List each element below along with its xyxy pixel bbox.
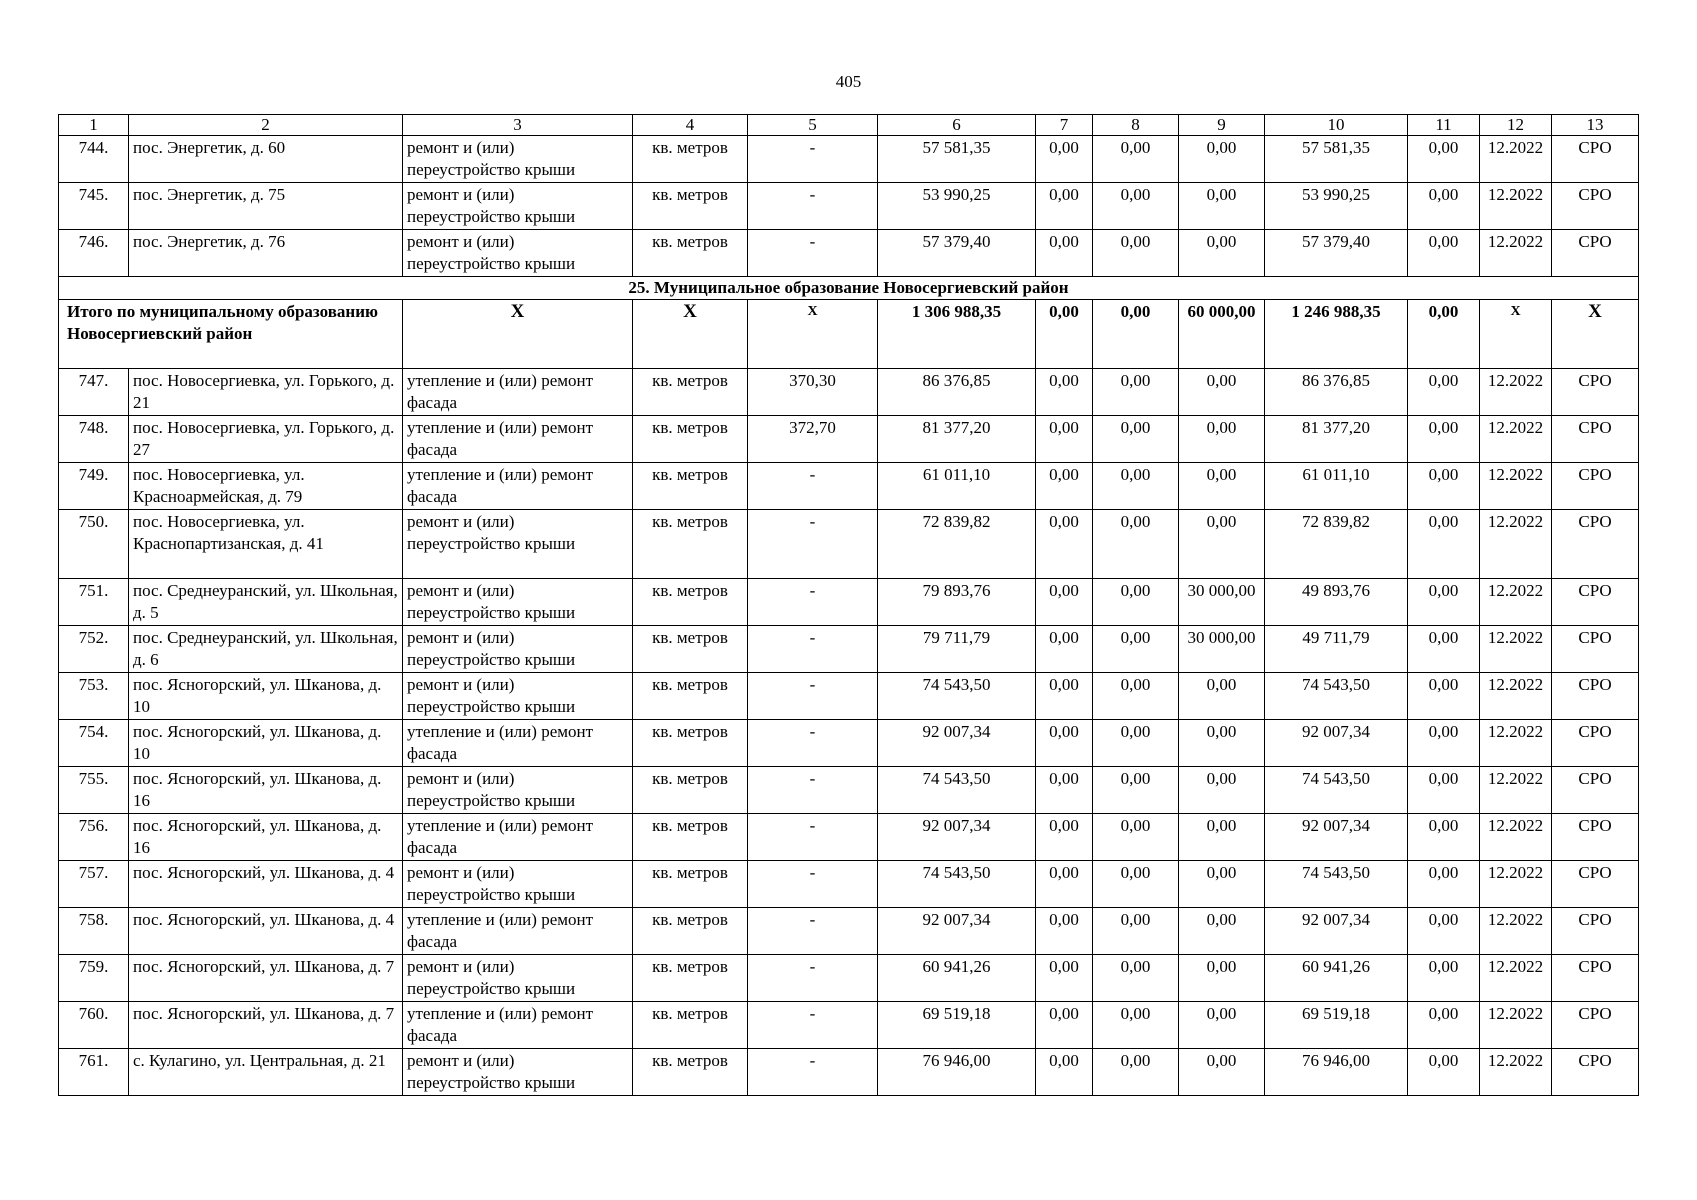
- area-cell: -: [748, 463, 878, 510]
- work-type-cell: ремонт и (или) переустройство крыши: [403, 579, 633, 626]
- total-label: Итого по муниципальному образованию Новосергиевский район: [59, 300, 403, 369]
- row-number: 745.: [59, 183, 129, 230]
- row-number: 757.: [59, 861, 129, 908]
- other-funds-cell: 0,00: [1408, 955, 1480, 1002]
- unit-cell: кв. метров: [633, 673, 748, 720]
- executor-cell: СРО: [1552, 673, 1639, 720]
- municipal-funds-cell: 0,00: [1179, 463, 1265, 510]
- federal-funds-cell: 0,00: [1036, 300, 1093, 369]
- row-number: 758.: [59, 908, 129, 955]
- row-number: 750.: [59, 510, 129, 579]
- address-cell: пос. Ясногорский, ул. Шканова, д. 7: [129, 955, 403, 1002]
- executor-cell: СРО: [1552, 510, 1639, 579]
- federal-funds-cell: 0,00: [1036, 1002, 1093, 1049]
- column-header: 8: [1093, 115, 1179, 136]
- owner-funds-cell: 72 839,82: [1265, 510, 1408, 579]
- regional-funds-cell: 0,00: [1093, 183, 1179, 230]
- completion-date-cell: 12.2022: [1480, 814, 1552, 861]
- area-cell: -: [748, 955, 878, 1002]
- other-funds-cell: 0,00: [1408, 814, 1480, 861]
- municipal-funds-cell: 0,00: [1179, 1002, 1265, 1049]
- area-cell: -: [748, 720, 878, 767]
- municipal-funds-cell: 60 000,00: [1179, 300, 1265, 369]
- total-cost-cell: 79 711,79: [878, 626, 1036, 673]
- municipal-funds-cell: 0,00: [1179, 861, 1265, 908]
- other-funds-cell: 0,00: [1408, 1049, 1480, 1096]
- column-header: 7: [1036, 115, 1093, 136]
- other-funds-cell: 0,00: [1408, 136, 1480, 183]
- table-row: [59, 183, 1639, 230]
- executor-cell: СРО: [1552, 369, 1639, 416]
- owner-funds-cell: 74 543,50: [1265, 673, 1408, 720]
- unit-cell: кв. метров: [633, 908, 748, 955]
- area-cell: -: [748, 814, 878, 861]
- federal-funds-cell: 0,00: [1036, 183, 1093, 230]
- owner-funds-cell: 92 007,34: [1265, 720, 1408, 767]
- capital-repair-table: [58, 114, 1639, 1096]
- address-cell: пос. Ясногорский, ул. Шканова, д. 4: [129, 861, 403, 908]
- not-applicable-mark: Х: [633, 300, 748, 369]
- table-row: [59, 510, 1639, 579]
- owner-funds-cell: 49 711,79: [1265, 626, 1408, 673]
- address-cell: пос. Среднеуранский, ул. Школьная, д. 5: [129, 579, 403, 626]
- unit-cell: кв. метров: [633, 767, 748, 814]
- municipal-funds-cell: 0,00: [1179, 510, 1265, 579]
- federal-funds-cell: 0,00: [1036, 908, 1093, 955]
- column-header: 3: [403, 115, 633, 136]
- area-cell: -: [748, 626, 878, 673]
- regional-funds-cell: 0,00: [1093, 814, 1179, 861]
- executor-cell: СРО: [1552, 908, 1639, 955]
- other-funds-cell: 0,00: [1408, 300, 1480, 369]
- completion-date-cell: 12.2022: [1480, 861, 1552, 908]
- federal-funds-cell: 0,00: [1036, 626, 1093, 673]
- unit-cell: кв. метров: [633, 136, 748, 183]
- total-cost-cell: 72 839,82: [878, 510, 1036, 579]
- area-cell: 372,70: [748, 416, 878, 463]
- regional-funds-cell: 0,00: [1093, 369, 1179, 416]
- row-number: 746.: [59, 230, 129, 277]
- owner-funds-cell: 92 007,34: [1265, 814, 1408, 861]
- completion-date-cell: 12.2022: [1480, 369, 1552, 416]
- other-funds-cell: 0,00: [1408, 767, 1480, 814]
- column-header: 9: [1179, 115, 1265, 136]
- municipal-funds-cell: 0,00: [1179, 369, 1265, 416]
- municipal-funds-cell: 0,00: [1179, 720, 1265, 767]
- address-cell: пос. Ясногорский, ул. Шканова, д. 7: [129, 1002, 403, 1049]
- address-cell: пос. Новосергиевка, ул. Горького, д. 27: [129, 416, 403, 463]
- total-cost-cell: 86 376,85: [878, 369, 1036, 416]
- completion-date-cell: 12.2022: [1480, 579, 1552, 626]
- area-cell: -: [748, 183, 878, 230]
- owner-funds-cell: 49 893,76: [1265, 579, 1408, 626]
- owner-funds-cell: 53 990,25: [1265, 183, 1408, 230]
- federal-funds-cell: 0,00: [1036, 463, 1093, 510]
- unit-cell: кв. метров: [633, 510, 748, 579]
- area-cell: -: [748, 579, 878, 626]
- other-funds-cell: 0,00: [1408, 720, 1480, 767]
- address-cell: пос. Новосергиевка, ул. Горького, д. 21: [129, 369, 403, 416]
- row-number: 761.: [59, 1049, 129, 1096]
- federal-funds-cell: 0,00: [1036, 230, 1093, 277]
- work-type-cell: ремонт и (или) переустройство крыши: [403, 183, 633, 230]
- not-applicable-mark: Х: [748, 300, 878, 369]
- municipal-funds-cell: 30 000,00: [1179, 626, 1265, 673]
- column-header: 1: [59, 115, 129, 136]
- table-row: [59, 1002, 1639, 1049]
- unit-cell: кв. метров: [633, 955, 748, 1002]
- table-row: [59, 1049, 1639, 1096]
- completion-date-cell: 12.2022: [1480, 416, 1552, 463]
- column-header: 12: [1480, 115, 1552, 136]
- owner-funds-cell: 57 581,35: [1265, 136, 1408, 183]
- table-row: [59, 463, 1639, 510]
- owner-funds-cell: 57 379,40: [1265, 230, 1408, 277]
- row-number: 754.: [59, 720, 129, 767]
- federal-funds-cell: 0,00: [1036, 136, 1093, 183]
- completion-date-cell: 12.2022: [1480, 908, 1552, 955]
- total-cost-cell: 69 519,18: [878, 1002, 1036, 1049]
- owner-funds-cell: 76 946,00: [1265, 1049, 1408, 1096]
- completion-date-cell: 12.2022: [1480, 673, 1552, 720]
- federal-funds-cell: 0,00: [1036, 369, 1093, 416]
- federal-funds-cell: 0,00: [1036, 416, 1093, 463]
- unit-cell: кв. метров: [633, 369, 748, 416]
- total-cost-cell: 76 946,00: [878, 1049, 1036, 1096]
- table-row: [59, 136, 1639, 183]
- area-cell: -: [748, 230, 878, 277]
- regional-funds-cell: 0,00: [1093, 861, 1179, 908]
- executor-cell: СРО: [1552, 230, 1639, 277]
- unit-cell: кв. метров: [633, 1002, 748, 1049]
- executor-cell: СРО: [1552, 136, 1639, 183]
- row-number: 749.: [59, 463, 129, 510]
- regional-funds-cell: 0,00: [1093, 510, 1179, 579]
- table-row: [59, 673, 1639, 720]
- total-cost-cell: 60 941,26: [878, 955, 1036, 1002]
- address-cell: пос. Ясногорский, ул. Шканова, д. 4: [129, 908, 403, 955]
- work-type-cell: утепление и (или) ремонт фасада: [403, 416, 633, 463]
- total-cost-cell: 74 543,50: [878, 861, 1036, 908]
- executor-cell: СРО: [1552, 183, 1639, 230]
- unit-cell: кв. метров: [633, 861, 748, 908]
- row-number: 753.: [59, 673, 129, 720]
- unit-cell: кв. метров: [633, 814, 748, 861]
- other-funds-cell: 0,00: [1408, 510, 1480, 579]
- area-cell: -: [748, 1049, 878, 1096]
- owner-funds-cell: 69 519,18: [1265, 1002, 1408, 1049]
- municipal-funds-cell: 30 000,00: [1179, 579, 1265, 626]
- executor-cell: СРО: [1552, 1002, 1639, 1049]
- owner-funds-cell: 60 941,26: [1265, 955, 1408, 1002]
- address-cell: с. Кулагино, ул. Центральная, д. 21: [129, 1049, 403, 1096]
- work-type-cell: утепление и (или) ремонт фасада: [403, 463, 633, 510]
- completion-date-cell: 12.2022: [1480, 626, 1552, 673]
- regional-funds-cell: 0,00: [1093, 463, 1179, 510]
- regional-funds-cell: 0,00: [1093, 300, 1179, 369]
- address-cell: пос. Ясногорский, ул. Шканова, д. 16: [129, 814, 403, 861]
- completion-date-cell: 12.2022: [1480, 1049, 1552, 1096]
- section-title-row: [59, 277, 1639, 300]
- other-funds-cell: 0,00: [1408, 230, 1480, 277]
- unit-cell: кв. метров: [633, 720, 748, 767]
- owner-funds-cell: 74 543,50: [1265, 861, 1408, 908]
- row-number: 756.: [59, 814, 129, 861]
- address-cell: пос. Энергетик, д. 60: [129, 136, 403, 183]
- not-applicable-mark: Х: [403, 300, 633, 369]
- column-header: 2: [129, 115, 403, 136]
- area-cell: -: [748, 673, 878, 720]
- total-cost-cell: 53 990,25: [878, 183, 1036, 230]
- regional-funds-cell: 0,00: [1093, 908, 1179, 955]
- work-type-cell: ремонт и (или) переустройство крыши: [403, 626, 633, 673]
- area-cell: -: [748, 510, 878, 579]
- completion-date-cell: 12.2022: [1480, 183, 1552, 230]
- federal-funds-cell: 0,00: [1036, 861, 1093, 908]
- total-cost-cell: 57 379,40: [878, 230, 1036, 277]
- total-cost-cell: 57 581,35: [878, 136, 1036, 183]
- regional-funds-cell: 0,00: [1093, 767, 1179, 814]
- area-cell: -: [748, 1002, 878, 1049]
- federal-funds-cell: 0,00: [1036, 579, 1093, 626]
- row-number: 752.: [59, 626, 129, 673]
- work-type-cell: утепление и (или) ремонт фасада: [403, 814, 633, 861]
- table-row: [59, 814, 1639, 861]
- federal-funds-cell: 0,00: [1036, 720, 1093, 767]
- unit-cell: кв. метров: [633, 579, 748, 626]
- owner-funds-cell: 61 011,10: [1265, 463, 1408, 510]
- total-cost-cell: 92 007,34: [878, 908, 1036, 955]
- work-type-cell: утепление и (или) ремонт фасада: [403, 908, 633, 955]
- address-cell: пос. Среднеуранский, ул. Школьная, д. 6: [129, 626, 403, 673]
- work-type-cell: ремонт и (или) переустройство крыши: [403, 510, 633, 579]
- federal-funds-cell: 0,00: [1036, 510, 1093, 579]
- federal-funds-cell: 0,00: [1036, 767, 1093, 814]
- address-cell: пос. Энергетик, д. 76: [129, 230, 403, 277]
- completion-date-cell: 12.2022: [1480, 510, 1552, 579]
- completion-date-cell: 12.2022: [1480, 955, 1552, 1002]
- owner-funds-cell: 81 377,20: [1265, 416, 1408, 463]
- table-row: [59, 908, 1639, 955]
- regional-funds-cell: 0,00: [1093, 626, 1179, 673]
- row-number: 748.: [59, 416, 129, 463]
- work-type-cell: утепление и (или) ремонт фасада: [403, 1002, 633, 1049]
- total-row: [59, 300, 1639, 369]
- area-cell: -: [748, 908, 878, 955]
- unit-cell: кв. метров: [633, 463, 748, 510]
- other-funds-cell: 0,00: [1408, 369, 1480, 416]
- total-cost-cell: 81 377,20: [878, 416, 1036, 463]
- column-header: 10: [1265, 115, 1408, 136]
- area-cell: -: [748, 861, 878, 908]
- work-type-cell: утепление и (или) ремонт фасада: [403, 369, 633, 416]
- address-cell: пос. Ясногорский, ул. Шканова, д. 16: [129, 767, 403, 814]
- regional-funds-cell: 0,00: [1093, 720, 1179, 767]
- not-applicable-mark: Х: [1552, 300, 1639, 369]
- address-cell: пос. Новосергиевка, ул. Краснопартизанская, д. 41: [129, 510, 403, 579]
- regional-funds-cell: 0,00: [1093, 230, 1179, 277]
- regional-funds-cell: 0,00: [1093, 136, 1179, 183]
- total-cost-cell: 1 306 988,35: [878, 300, 1036, 369]
- municipal-funds-cell: 0,00: [1179, 183, 1265, 230]
- completion-date-cell: 12.2022: [1480, 767, 1552, 814]
- table-row: [59, 767, 1639, 814]
- other-funds-cell: 0,00: [1408, 861, 1480, 908]
- address-cell: пос. Ясногорский, ул. Шканова, д. 10: [129, 720, 403, 767]
- area-cell: 370,30: [748, 369, 878, 416]
- row-number: 759.: [59, 955, 129, 1002]
- regional-funds-cell: 0,00: [1093, 673, 1179, 720]
- municipal-funds-cell: 0,00: [1179, 767, 1265, 814]
- other-funds-cell: 0,00: [1408, 463, 1480, 510]
- area-cell: -: [748, 767, 878, 814]
- page-number: 405: [835, 72, 862, 91]
- executor-cell: СРО: [1552, 861, 1639, 908]
- address-cell: пос. Ясногорский, ул. Шканова, д. 10: [129, 673, 403, 720]
- other-funds-cell: 0,00: [1408, 1002, 1480, 1049]
- owner-funds-cell: 1 246 988,35: [1265, 300, 1408, 369]
- completion-date-cell: 12.2022: [1480, 720, 1552, 767]
- total-cost-cell: 74 543,50: [878, 767, 1036, 814]
- municipal-funds-cell: 0,00: [1179, 230, 1265, 277]
- unit-cell: кв. метров: [633, 416, 748, 463]
- work-type-cell: ремонт и (или) переустройство крыши: [403, 861, 633, 908]
- total-cost-cell: 92 007,34: [878, 814, 1036, 861]
- work-type-cell: ремонт и (или) переустройство крыши: [403, 1049, 633, 1096]
- federal-funds-cell: 0,00: [1036, 955, 1093, 1002]
- work-type-cell: утепление и (или) ремонт фасада: [403, 720, 633, 767]
- unit-cell: кв. метров: [633, 1049, 748, 1096]
- column-number-header-row: [59, 115, 1639, 136]
- work-type-cell: ремонт и (или) переустройство крыши: [403, 673, 633, 720]
- total-cost-cell: 79 893,76: [878, 579, 1036, 626]
- not-applicable-mark: Х: [1480, 300, 1552, 369]
- regional-funds-cell: 0,00: [1093, 1002, 1179, 1049]
- column-header: 6: [878, 115, 1036, 136]
- column-header: 13: [1552, 115, 1639, 136]
- unit-cell: кв. метров: [633, 230, 748, 277]
- other-funds-cell: 0,00: [1408, 626, 1480, 673]
- unit-cell: кв. метров: [633, 183, 748, 230]
- table-row: [59, 579, 1639, 626]
- work-type-cell: ремонт и (или) переустройство крыши: [403, 955, 633, 1002]
- work-type-cell: ремонт и (или) переустройство крыши: [403, 230, 633, 277]
- work-type-cell: ремонт и (или) переустройство крыши: [403, 136, 633, 183]
- table-row: [59, 955, 1639, 1002]
- executor-cell: СРО: [1552, 1049, 1639, 1096]
- table-body: [59, 115, 1639, 1096]
- total-cost-cell: 92 007,34: [878, 720, 1036, 767]
- owner-funds-cell: 86 376,85: [1265, 369, 1408, 416]
- executor-cell: СРО: [1552, 955, 1639, 1002]
- other-funds-cell: 0,00: [1408, 579, 1480, 626]
- municipal-funds-cell: 0,00: [1179, 136, 1265, 183]
- area-cell: -: [748, 136, 878, 183]
- other-funds-cell: 0,00: [1408, 183, 1480, 230]
- total-cost-cell: 61 011,10: [878, 463, 1036, 510]
- column-header: 11: [1408, 115, 1480, 136]
- completion-date-cell: 12.2022: [1480, 230, 1552, 277]
- section-title: 25. Муниципальное образование Новосергиевский район: [59, 277, 1639, 300]
- executor-cell: СРО: [1552, 416, 1639, 463]
- address-cell: пос. Новосергиевка, ул. Красноармейская, д. 79: [129, 463, 403, 510]
- executor-cell: СРО: [1552, 579, 1639, 626]
- owner-funds-cell: 92 007,34: [1265, 908, 1408, 955]
- row-number: 744.: [59, 136, 129, 183]
- table-row: [59, 230, 1639, 277]
- federal-funds-cell: 0,00: [1036, 814, 1093, 861]
- municipal-funds-cell: 0,00: [1179, 814, 1265, 861]
- table-row: [59, 416, 1639, 463]
- executor-cell: СРО: [1552, 767, 1639, 814]
- column-header: 5: [748, 115, 878, 136]
- federal-funds-cell: 0,00: [1036, 1049, 1093, 1096]
- table-row: [59, 626, 1639, 673]
- owner-funds-cell: 74 543,50: [1265, 767, 1408, 814]
- municipal-funds-cell: 0,00: [1179, 673, 1265, 720]
- municipal-funds-cell: 0,00: [1179, 416, 1265, 463]
- executor-cell: СРО: [1552, 814, 1639, 861]
- completion-date-cell: 12.2022: [1480, 1002, 1552, 1049]
- federal-funds-cell: 0,00: [1036, 673, 1093, 720]
- municipal-funds-cell: 0,00: [1179, 1049, 1265, 1096]
- completion-date-cell: 12.2022: [1480, 136, 1552, 183]
- row-number: 755.: [59, 767, 129, 814]
- row-number: 751.: [59, 579, 129, 626]
- column-header: 4: [633, 115, 748, 136]
- municipal-funds-cell: 0,00: [1179, 908, 1265, 955]
- total-cost-cell: 74 543,50: [878, 673, 1036, 720]
- row-number: 747.: [59, 369, 129, 416]
- municipal-funds-cell: 0,00: [1179, 955, 1265, 1002]
- unit-cell: кв. метров: [633, 626, 748, 673]
- table-row: [59, 369, 1639, 416]
- completion-date-cell: 12.2022: [1480, 463, 1552, 510]
- executor-cell: СРО: [1552, 626, 1639, 673]
- other-funds-cell: 0,00: [1408, 673, 1480, 720]
- regional-funds-cell: 0,00: [1093, 1049, 1179, 1096]
- table-row: [59, 861, 1639, 908]
- row-number: 760.: [59, 1002, 129, 1049]
- address-cell: пос. Энергетик, д. 75: [129, 183, 403, 230]
- other-funds-cell: 0,00: [1408, 416, 1480, 463]
- regional-funds-cell: 0,00: [1093, 955, 1179, 1002]
- executor-cell: СРО: [1552, 720, 1639, 767]
- other-funds-cell: 0,00: [1408, 908, 1480, 955]
- work-type-cell: ремонт и (или) переустройство крыши: [403, 767, 633, 814]
- table-row: [59, 720, 1639, 767]
- executor-cell: СРО: [1552, 463, 1639, 510]
- regional-funds-cell: 0,00: [1093, 416, 1179, 463]
- regional-funds-cell: 0,00: [1093, 579, 1179, 626]
